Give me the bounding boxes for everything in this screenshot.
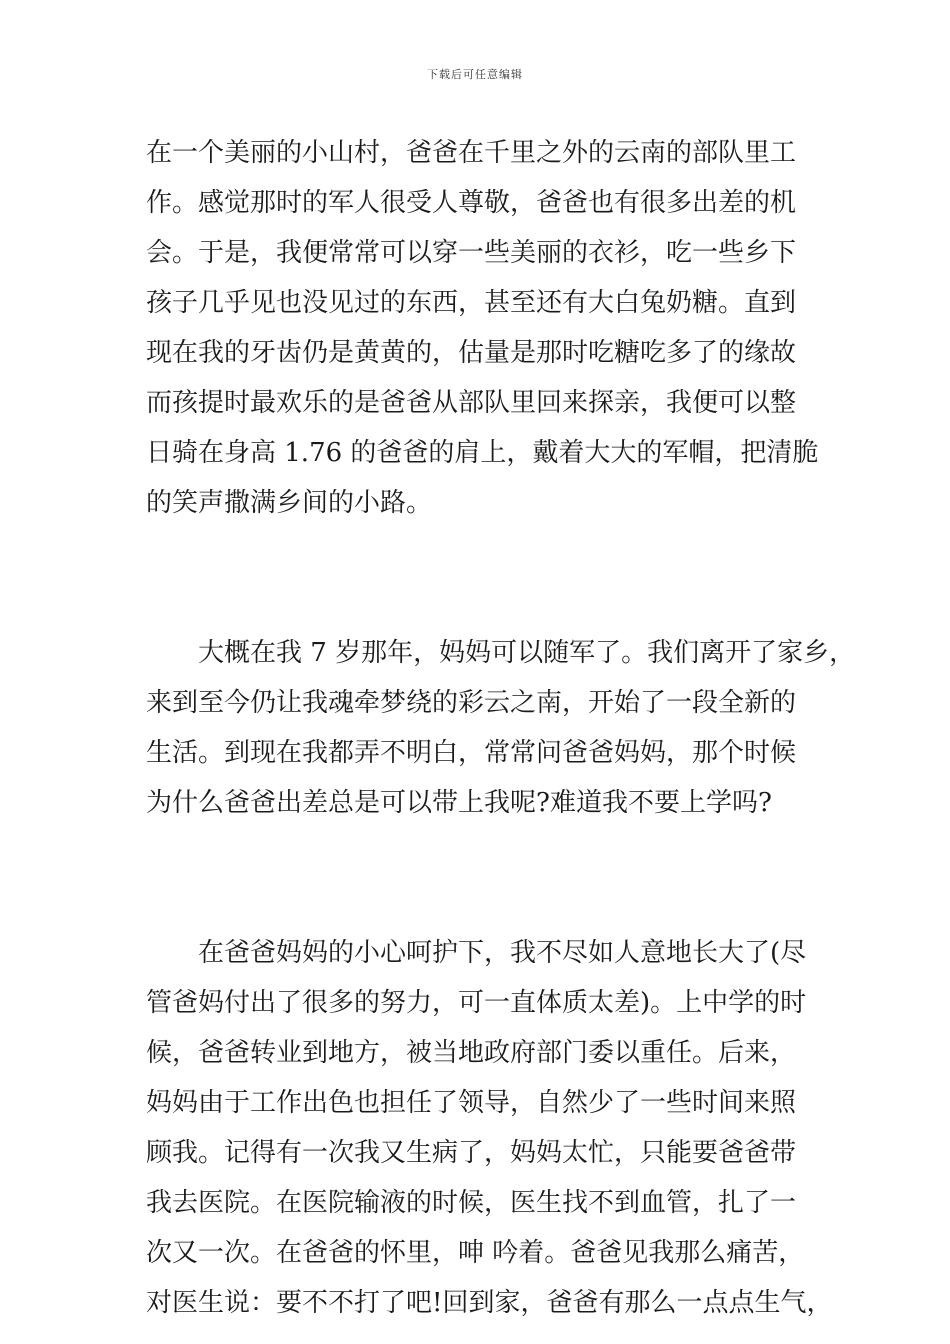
text-line: 妈妈由于工作出色也担任了领导，自然少了一些时间来照: [146, 1088, 797, 1118]
text-line: 生活。到现在我都弄不明白，常常问爸爸妈妈，那个时候: [146, 738, 797, 768]
text-line: 现在我的牙齿仍是黄黄的，估量是那时吃糖吃多了的缘故: [146, 338, 797, 368]
text-line: 候，爸爸转业到地方，被当地政府部门委以重任。后来，: [146, 1038, 797, 1068]
text-line: 在一个美丽的小山村，爸爸在千里之外的云南的部队里工: [146, 138, 797, 168]
page-header: 下载后可任意编辑: [427, 68, 523, 81]
paragraph-1: [146, 128, 819, 528]
text-line: 管爸妈付出了很多的努力，可一直体质太差)。上中学的时: [146, 988, 807, 1018]
paragraph-spacer: [146, 578, 816, 628]
paragraph-3: [146, 928, 833, 1328]
text-line: 我去医院。在医院输液的时候，医生找不到血管，扎了一: [146, 1188, 797, 1218]
text-line: 而孩提时最欢乐的是爸爸从部队里回来探亲，我便可以整: [146, 388, 797, 418]
text-line: 的笑声撒满乡间的小路。: [146, 488, 433, 518]
text-line: 作。感觉那时的军人很受人尊敬，爸爸也有很多出差的机: [146, 188, 797, 218]
text-line: 对医生说：要不不打了吧!回到家，爸爸有那么一点点生气，: [146, 1288, 833, 1318]
text-line: 孩子几乎见也没见过的东西，甚至还有大白兔奶糖。直到: [146, 288, 797, 318]
text-line: 顾我。记得有一次我又生病了，妈妈太忙，只能要爸爸带: [146, 1138, 797, 1168]
document-body: [146, 128, 856, 1328]
text-line: 会。于是，我便常常可以穿一些美丽的衣衫，吃一些乡下: [146, 238, 797, 268]
text-line: 次又一次。在爸爸的怀里，呻 吟着。爸爸见我那么痛苦，: [146, 1238, 805, 1268]
paragraph-spacer: [146, 528, 816, 578]
text-line: 在爸爸妈妈的小心呵护下，我不尽如人意地长大了(尽: [198, 938, 807, 968]
paragraph-spacer: [146, 878, 816, 928]
text-line: 来到至今仍让我魂牵梦绕的彩云之南，开始了一段全新的: [146, 688, 797, 718]
text-line: 大概在我 7 岁那年，妈妈可以随军了。我们离开了家乡，: [198, 638, 856, 668]
text-line: 为什么爸爸出差总是可以带上我呢?难道我不要上学吗?: [146, 788, 772, 818]
paragraph-2: [146, 628, 856, 828]
paragraph-spacer: [146, 828, 816, 878]
text-line: 日骑在身高 1.76 的爸爸的肩上，戴着大大的军帽，把清脆: [146, 438, 819, 468]
